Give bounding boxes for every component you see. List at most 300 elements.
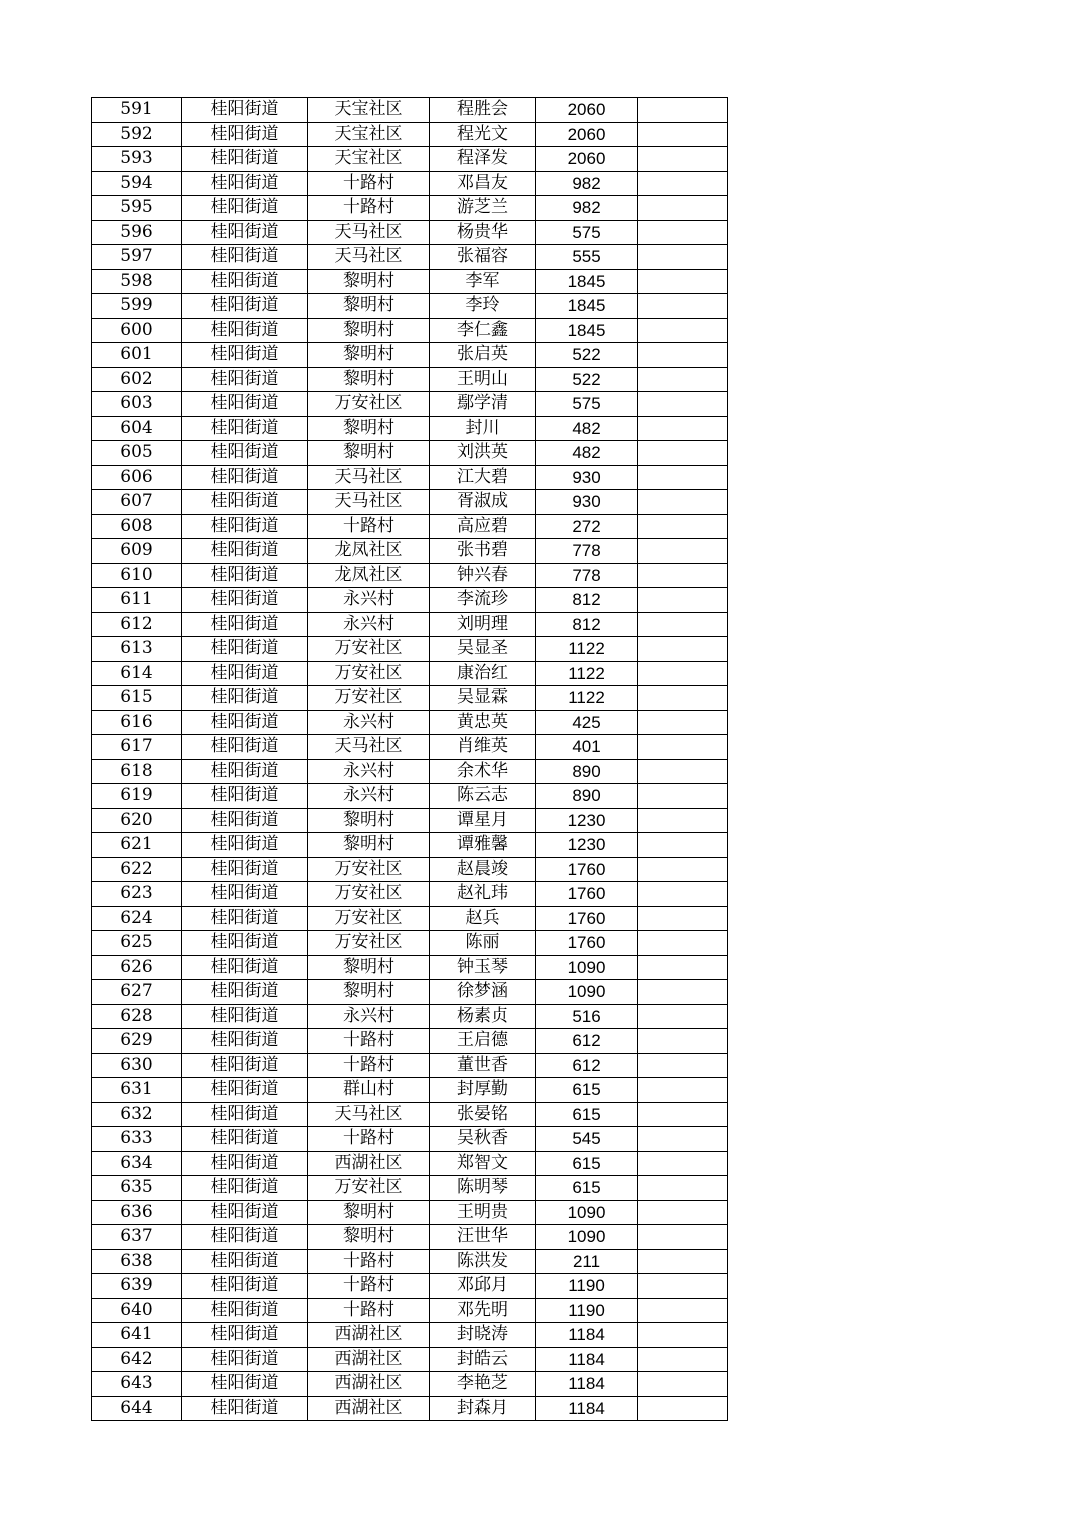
street-cell: 桂阳街道 (182, 1274, 308, 1299)
community-cell: 黎明村 (308, 318, 430, 343)
row-number-cell: 608 (92, 514, 182, 539)
amount-cell: 615 (536, 1078, 638, 1103)
table-row (92, 1396, 728, 1421)
amount-cell: 2060 (536, 147, 638, 172)
street-cell: 桂阳街道 (182, 1200, 308, 1225)
amount-cell: 1760 (536, 906, 638, 931)
community-cell: 十路村 (308, 1249, 430, 1274)
street-cell: 桂阳街道 (182, 1029, 308, 1054)
name-cell: 江大碧 (430, 465, 536, 490)
name-cell: 杨贵华 (430, 220, 536, 245)
community-cell: 天马社区 (308, 465, 430, 490)
note-cell (638, 735, 728, 760)
row-number-cell: 640 (92, 1298, 182, 1323)
row-number-cell: 598 (92, 269, 182, 294)
street-cell: 桂阳街道 (182, 710, 308, 735)
name-cell: 程光文 (430, 122, 536, 147)
note-cell (638, 1274, 728, 1299)
table-row (92, 588, 728, 613)
note-cell (638, 808, 728, 833)
row-number-cell: 628 (92, 1004, 182, 1029)
name-cell: 封厚勤 (430, 1078, 536, 1103)
note-cell (638, 1249, 728, 1274)
street-cell: 桂阳街道 (182, 857, 308, 882)
amount-cell: 1760 (536, 857, 638, 882)
name-cell: 王明贵 (430, 1200, 536, 1225)
name-cell: 康治红 (430, 661, 536, 686)
amount-cell: 1090 (536, 1225, 638, 1250)
name-cell: 刘明理 (430, 612, 536, 637)
note-cell (638, 1372, 728, 1397)
name-cell: 徐梦涵 (430, 980, 536, 1005)
name-cell: 汪世华 (430, 1225, 536, 1250)
name-cell: 吴显圣 (430, 637, 536, 662)
amount-cell: 982 (536, 171, 638, 196)
table-row (92, 784, 728, 809)
note-cell (638, 833, 728, 858)
table-row (92, 710, 728, 735)
community-cell: 龙凤社区 (308, 539, 430, 564)
table-row (92, 1078, 728, 1103)
note-cell (638, 465, 728, 490)
street-cell: 桂阳街道 (182, 759, 308, 784)
street-cell: 桂阳街道 (182, 294, 308, 319)
row-number-cell: 638 (92, 1249, 182, 1274)
table-row (92, 1298, 728, 1323)
table-row (92, 1102, 728, 1127)
note-cell (638, 1200, 728, 1225)
amount-cell: 1845 (536, 294, 638, 319)
amount-cell: 1184 (536, 1396, 638, 1421)
row-number-cell: 605 (92, 441, 182, 466)
street-cell: 桂阳街道 (182, 955, 308, 980)
table-row (92, 955, 728, 980)
amount-cell: 1760 (536, 931, 638, 956)
name-cell: 谭星月 (430, 808, 536, 833)
row-number-cell: 643 (92, 1372, 182, 1397)
community-cell: 十路村 (308, 171, 430, 196)
table-row (92, 171, 728, 196)
amount-cell: 615 (536, 1102, 638, 1127)
note-cell (638, 1029, 728, 1054)
note-cell (638, 539, 728, 564)
amount-cell: 482 (536, 416, 638, 441)
note-cell (638, 269, 728, 294)
amount-cell: 1090 (536, 955, 638, 980)
row-number-cell: 603 (92, 392, 182, 417)
community-cell: 龙凤社区 (308, 563, 430, 588)
street-cell: 桂阳街道 (182, 196, 308, 221)
amount-cell: 1760 (536, 882, 638, 907)
street-cell: 桂阳街道 (182, 1151, 308, 1176)
row-number-cell: 593 (92, 147, 182, 172)
name-cell: 陈明琴 (430, 1176, 536, 1201)
street-cell: 桂阳街道 (182, 343, 308, 368)
amount-cell: 1184 (536, 1372, 638, 1397)
name-cell: 张福容 (430, 245, 536, 270)
community-cell: 十路村 (308, 1274, 430, 1299)
row-number-cell: 624 (92, 906, 182, 931)
community-cell: 天马社区 (308, 490, 430, 515)
note-cell (638, 784, 728, 809)
table-row (92, 245, 728, 270)
note-cell (638, 294, 728, 319)
name-cell: 封晓涛 (430, 1323, 536, 1348)
name-cell: 胥淑成 (430, 490, 536, 515)
amount-cell: 930 (536, 490, 638, 515)
note-cell (638, 1151, 728, 1176)
table-row (92, 833, 728, 858)
community-cell: 黎明村 (308, 980, 430, 1005)
community-cell: 天宝社区 (308, 98, 430, 123)
row-number-cell: 607 (92, 490, 182, 515)
table-row (92, 539, 728, 564)
community-cell: 万安社区 (308, 392, 430, 417)
table-row (92, 980, 728, 1005)
amount-cell: 425 (536, 710, 638, 735)
community-cell: 永兴村 (308, 1004, 430, 1029)
table-row (92, 1323, 728, 1348)
row-number-cell: 623 (92, 882, 182, 907)
row-number-cell: 606 (92, 465, 182, 490)
table-row (92, 735, 728, 760)
note-cell (638, 1078, 728, 1103)
name-cell: 张启英 (430, 343, 536, 368)
row-number-cell: 620 (92, 808, 182, 833)
amount-cell: 1845 (536, 318, 638, 343)
street-cell: 桂阳街道 (182, 245, 308, 270)
community-cell: 黎明村 (308, 269, 430, 294)
name-cell: 肖维英 (430, 735, 536, 760)
table-row (92, 1200, 728, 1225)
community-cell: 黎明村 (308, 1200, 430, 1225)
table-row (92, 269, 728, 294)
table-row (92, 1127, 728, 1152)
name-cell: 李军 (430, 269, 536, 294)
name-cell: 杨素贞 (430, 1004, 536, 1029)
name-cell: 吴秋香 (430, 1127, 536, 1152)
street-cell: 桂阳街道 (182, 171, 308, 196)
community-cell: 十路村 (308, 196, 430, 221)
row-number-cell: 596 (92, 220, 182, 245)
note-cell (638, 1102, 728, 1127)
street-cell: 桂阳街道 (182, 1347, 308, 1372)
name-cell: 吴显霖 (430, 686, 536, 711)
community-cell: 十路村 (308, 514, 430, 539)
row-number-cell: 615 (92, 686, 182, 711)
street-cell: 桂阳街道 (182, 686, 308, 711)
street-cell: 桂阳街道 (182, 1004, 308, 1029)
community-cell: 永兴村 (308, 588, 430, 613)
name-cell: 黄忠英 (430, 710, 536, 735)
table-row (92, 318, 728, 343)
table-row (92, 1053, 728, 1078)
amount-cell: 930 (536, 465, 638, 490)
amount-cell: 615 (536, 1176, 638, 1201)
name-cell: 董世香 (430, 1053, 536, 1078)
table-row (92, 490, 728, 515)
table-row (92, 686, 728, 711)
table-row (92, 1004, 728, 1029)
name-cell: 程泽发 (430, 147, 536, 172)
street-cell: 桂阳街道 (182, 318, 308, 343)
table-row (92, 931, 728, 956)
note-cell (638, 122, 728, 147)
row-number-cell: 614 (92, 661, 182, 686)
row-number-cell: 635 (92, 1176, 182, 1201)
community-cell: 西湖社区 (308, 1396, 430, 1421)
note-cell (638, 441, 728, 466)
community-cell: 万安社区 (308, 882, 430, 907)
table-row (92, 906, 728, 931)
community-cell: 万安社区 (308, 686, 430, 711)
amount-cell: 890 (536, 784, 638, 809)
note-cell (638, 490, 728, 515)
row-number-cell: 610 (92, 563, 182, 588)
name-cell: 陈洪发 (430, 1249, 536, 1274)
row-number-cell: 633 (92, 1127, 182, 1152)
street-cell: 桂阳街道 (182, 98, 308, 123)
row-number-cell: 629 (92, 1029, 182, 1054)
note-cell (638, 882, 728, 907)
street-cell: 桂阳街道 (182, 882, 308, 907)
community-cell: 万安社区 (308, 931, 430, 956)
row-number-cell: 592 (92, 122, 182, 147)
row-number-cell: 613 (92, 637, 182, 662)
street-cell: 桂阳街道 (182, 490, 308, 515)
row-number-cell: 599 (92, 294, 182, 319)
table-row (92, 1151, 728, 1176)
community-cell: 西湖社区 (308, 1323, 430, 1348)
table-row (92, 857, 728, 882)
note-cell (638, 563, 728, 588)
row-number-cell: 622 (92, 857, 182, 882)
name-cell: 李流珍 (430, 588, 536, 613)
street-cell: 桂阳街道 (182, 735, 308, 760)
community-cell: 天马社区 (308, 220, 430, 245)
row-number-cell: 617 (92, 735, 182, 760)
community-cell: 万安社区 (308, 637, 430, 662)
table-row (92, 661, 728, 686)
name-cell: 封森月 (430, 1396, 536, 1421)
note-cell (638, 98, 728, 123)
name-cell: 封皓云 (430, 1347, 536, 1372)
community-cell: 永兴村 (308, 784, 430, 809)
row-number-cell: 625 (92, 931, 182, 956)
name-cell: 钟玉琴 (430, 955, 536, 980)
street-cell: 桂阳街道 (182, 980, 308, 1005)
row-number-cell: 626 (92, 955, 182, 980)
amount-cell: 778 (536, 563, 638, 588)
street-cell: 桂阳街道 (182, 147, 308, 172)
note-cell (638, 343, 728, 368)
community-cell: 黎明村 (308, 416, 430, 441)
note-cell (638, 857, 728, 882)
community-cell: 西湖社区 (308, 1151, 430, 1176)
note-cell (638, 1127, 728, 1152)
table-row (92, 1225, 728, 1250)
note-cell (638, 1004, 728, 1029)
row-number-cell: 618 (92, 759, 182, 784)
table-row (92, 294, 728, 319)
row-number-cell: 601 (92, 343, 182, 368)
table-row (92, 1372, 728, 1397)
amount-cell: 555 (536, 245, 638, 270)
name-cell: 李艳芝 (430, 1372, 536, 1397)
street-cell: 桂阳街道 (182, 367, 308, 392)
street-cell: 桂阳街道 (182, 539, 308, 564)
amount-cell: 812 (536, 612, 638, 637)
name-cell: 王明山 (430, 367, 536, 392)
note-cell (638, 367, 728, 392)
table-row (92, 98, 728, 123)
name-cell: 游芝兰 (430, 196, 536, 221)
community-cell: 天马社区 (308, 1102, 430, 1127)
row-number-cell: 591 (92, 98, 182, 123)
name-cell: 谭雅馨 (430, 833, 536, 858)
community-cell: 永兴村 (308, 759, 430, 784)
table-row (92, 1249, 728, 1274)
community-cell: 天马社区 (308, 245, 430, 270)
note-cell (638, 1323, 728, 1348)
amount-cell: 401 (536, 735, 638, 760)
street-cell: 桂阳街道 (182, 588, 308, 613)
note-cell (638, 245, 728, 270)
row-number-cell: 639 (92, 1274, 182, 1299)
note-cell (638, 980, 728, 1005)
street-cell: 桂阳街道 (182, 1396, 308, 1421)
data-table (91, 97, 728, 1421)
community-cell: 万安社区 (308, 1176, 430, 1201)
street-cell: 桂阳街道 (182, 784, 308, 809)
amount-cell: 1230 (536, 833, 638, 858)
street-cell: 桂阳街道 (182, 1127, 308, 1152)
row-number-cell: 619 (92, 784, 182, 809)
note-cell (638, 171, 728, 196)
community-cell: 天宝社区 (308, 122, 430, 147)
table-row (92, 122, 728, 147)
table-row (92, 392, 728, 417)
name-cell: 邓昌友 (430, 171, 536, 196)
name-cell: 王启德 (430, 1029, 536, 1054)
row-number-cell: 612 (92, 612, 182, 637)
row-number-cell: 602 (92, 367, 182, 392)
row-number-cell: 609 (92, 539, 182, 564)
amount-cell: 545 (536, 1127, 638, 1152)
street-cell: 桂阳街道 (182, 612, 308, 637)
note-cell (638, 220, 728, 245)
street-cell: 桂阳街道 (182, 1323, 308, 1348)
row-number-cell: 604 (92, 416, 182, 441)
name-cell: 李仁鑫 (430, 318, 536, 343)
community-cell: 黎明村 (308, 367, 430, 392)
table-row (92, 343, 728, 368)
name-cell: 赵晨竣 (430, 857, 536, 882)
amount-cell: 575 (536, 392, 638, 417)
note-cell (638, 1225, 728, 1250)
note-cell (638, 1053, 728, 1078)
amount-cell: 272 (536, 514, 638, 539)
table-row (92, 220, 728, 245)
table-row (92, 416, 728, 441)
community-cell: 群山村 (308, 1078, 430, 1103)
amount-cell: 522 (536, 343, 638, 368)
amount-cell: 1845 (536, 269, 638, 294)
amount-cell: 575 (536, 220, 638, 245)
amount-cell: 612 (536, 1029, 638, 1054)
table-row (92, 882, 728, 907)
table-row (92, 441, 728, 466)
row-number-cell: 594 (92, 171, 182, 196)
street-cell: 桂阳街道 (182, 808, 308, 833)
name-cell: 张书碧 (430, 539, 536, 564)
community-cell: 西湖社区 (308, 1372, 430, 1397)
row-number-cell: 600 (92, 318, 182, 343)
amount-cell: 1190 (536, 1274, 638, 1299)
row-number-cell: 595 (92, 196, 182, 221)
table-body (92, 98, 728, 1421)
note-cell (638, 318, 728, 343)
note-cell (638, 1347, 728, 1372)
amount-cell: 1184 (536, 1347, 638, 1372)
note-cell (638, 637, 728, 662)
amount-cell: 1190 (536, 1298, 638, 1323)
note-cell (638, 392, 728, 417)
table-row (92, 759, 728, 784)
name-cell: 郑智文 (430, 1151, 536, 1176)
street-cell: 桂阳街道 (182, 514, 308, 539)
street-cell: 桂阳街道 (182, 637, 308, 662)
amount-cell: 1230 (536, 808, 638, 833)
street-cell: 桂阳街道 (182, 1225, 308, 1250)
note-cell (638, 759, 728, 784)
name-cell: 高应碧 (430, 514, 536, 539)
community-cell: 西湖社区 (308, 1347, 430, 1372)
row-number-cell: 641 (92, 1323, 182, 1348)
street-cell: 桂阳街道 (182, 441, 308, 466)
name-cell: 鄢学清 (430, 392, 536, 417)
note-cell (638, 710, 728, 735)
street-cell: 桂阳街道 (182, 1053, 308, 1078)
row-number-cell: 631 (92, 1078, 182, 1103)
name-cell: 张晏铭 (430, 1102, 536, 1127)
community-cell: 天马社区 (308, 735, 430, 760)
amount-cell: 482 (536, 441, 638, 466)
community-cell: 十路村 (308, 1298, 430, 1323)
amount-cell: 1090 (536, 980, 638, 1005)
amount-cell: 1090 (536, 1200, 638, 1225)
community-cell: 黎明村 (308, 808, 430, 833)
row-number-cell: 616 (92, 710, 182, 735)
community-cell: 天宝社区 (308, 147, 430, 172)
amount-cell: 778 (536, 539, 638, 564)
community-cell: 黎明村 (308, 294, 430, 319)
community-cell: 永兴村 (308, 710, 430, 735)
community-cell: 黎明村 (308, 833, 430, 858)
note-cell (638, 588, 728, 613)
table-row (92, 196, 728, 221)
amount-cell: 982 (536, 196, 638, 221)
amount-cell: 612 (536, 1053, 638, 1078)
row-number-cell: 644 (92, 1396, 182, 1421)
table-row (92, 367, 728, 392)
name-cell: 陈丽 (430, 931, 536, 956)
note-cell (638, 955, 728, 980)
row-number-cell: 597 (92, 245, 182, 270)
street-cell: 桂阳街道 (182, 1249, 308, 1274)
street-cell: 桂阳街道 (182, 906, 308, 931)
community-cell: 黎明村 (308, 441, 430, 466)
